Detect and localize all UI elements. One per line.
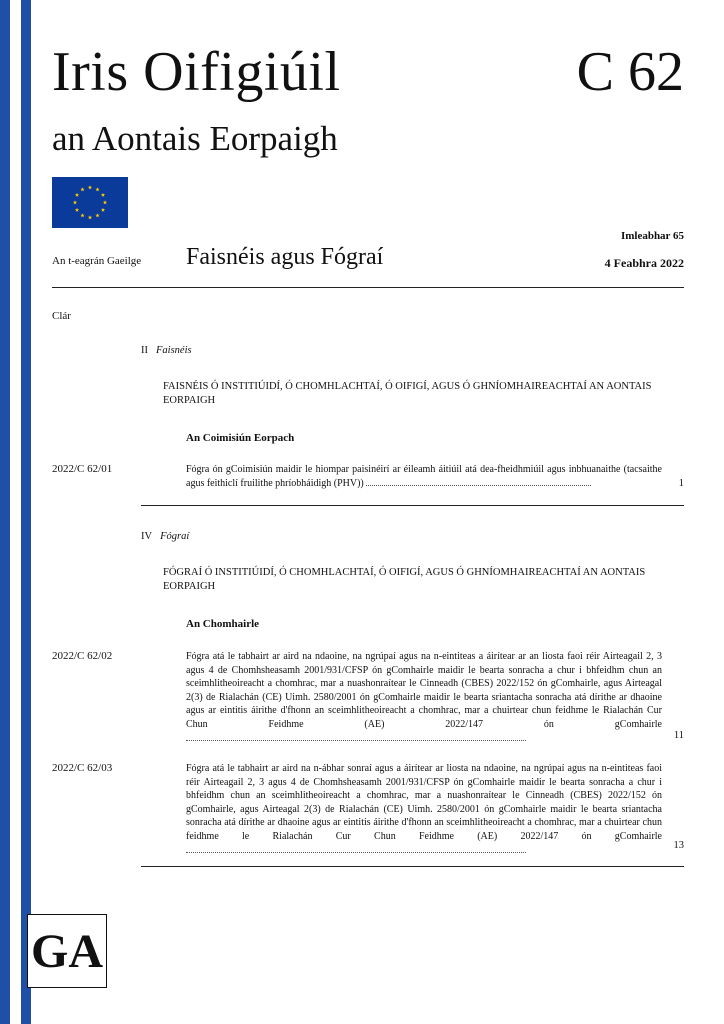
entry-leader-dots — [186, 740, 526, 741]
issue-number: C 62 — [576, 41, 684, 103]
entry-ref: 2022/C 62/03 — [52, 762, 113, 774]
star-icon — [75, 193, 79, 197]
edition-label: An t-eagrán Gaeilge — [52, 255, 142, 267]
left-stripe-inner — [21, 0, 31, 1024]
star-icon — [73, 200, 77, 204]
entry-leader-dots — [186, 852, 526, 853]
entry-text[interactable] — [186, 650, 662, 745]
part-iv-divider — [141, 866, 684, 867]
star-icon — [80, 213, 84, 217]
entry-page[interactable]: 13 — [673, 840, 684, 851]
entry-leader-dots — [366, 485, 591, 486]
entry-page[interactable]: 1 — [678, 478, 684, 489]
part-ii-numeral: II — [141, 345, 148, 356]
part-ii-divider — [141, 505, 684, 506]
part-ii-title: Faisnéis — [156, 345, 192, 356]
entry-ref: 2022/C 62/02 — [52, 650, 113, 662]
journal-title: Iris Oifigiúil — [52, 41, 341, 103]
language-badge: GA — [27, 914, 107, 988]
star-icon — [101, 208, 105, 212]
entry-title: Fógra atá le tabhairt ar aird na ndaoine, na ngrúpaí agus na n-eintiteas a áirítear ar an liosta faoi réir Airteagail 2, 3 agus 4 de Chomhsheasamh 2001/931/CFSP ón gComhairle maidir le bearta sonracha a chur i bhfeidhm chun an sceimhlitheoireacht a chomhrac, mar a nuashonraítear le Cinneadh (CBES) 2022/152 ón gComhairle, agus Airteagal 2(3) de Rialachán (CE) Uimh. 2580/2001 ón gComhairle maidir le bearta sriantacha sonracha atá dírithe ar dhaoine agus ar eintitis áirithe d'fhonn an sceimhlitheoireacht a chomhrac, mar a chuirtear chun feidhme le Rialachán Cur Chun Feidhme (AE) 2022/147 ón gComhairle — [186, 651, 662, 730]
part-iv-numeral: IV — [141, 531, 153, 542]
part-iv-heading: FÓGRAÍ Ó INSTITIÚIDÍ, Ó CHOMHLACHTAÍ, Ó OIFIGÍ, AGUS Ó GHNÍOMHAIREACHTAÍ AN AONTAIS EORPAIGH — [163, 567, 646, 592]
star-icon — [75, 208, 79, 212]
journal-subtitle: an Aontais Eorpaigh — [52, 119, 338, 158]
part-iv-title: Fógraí — [160, 531, 190, 542]
left-stripe-outer — [0, 0, 10, 1024]
section-title: Faisnéis agus Fógraí — [186, 244, 384, 270]
entry-title: Fógra ón gCoimisiún maidir le hiompar paisinéirí ar éileamh áitiúil atá dea-fheidhmiúil agus inbhuanaithe (tacsaithe agus feithiclí fruilithe phríobháidigh (PHV)) — [186, 464, 662, 489]
part-iv-label — [141, 531, 189, 542]
part-ii-label — [141, 345, 192, 356]
star-icon — [103, 200, 107, 204]
entry-ref: 2022/C 62/01 — [52, 463, 113, 475]
part-ii-body: An Coimisiún Eorpach — [186, 432, 295, 444]
star-icon — [95, 213, 99, 217]
issue-date: 4 Feabhra 2022 — [604, 256, 684, 270]
part-iv-body: An Chomhairle — [186, 618, 260, 630]
star-icon — [101, 193, 105, 197]
star-icon — [88, 185, 92, 189]
entry-title: Fógra atá le tabhairt ar aird na n-ábhar sonraí agus a áirítear ar liosta na ndaoine, na ngrúpaí agus na n-eintiteas faoi réir Airteagail 2, 3 agus 4 de Chomhsheasamh 2001/931/CFSP ón gComhairle maidir le bearta sonracha a chur i bhfeidhm chun an sceimhlitheoireacht a chomhrac, mar a nuashonraítear le Cinneadh (CBES) 2022/152 ón gComhairle, agus Airteagal 2(3) de Rialachán (CE) Uimh. 2580/2001 ón gComhairle maidir le bearta sriantacha sonracha atá dírithe ar dhaoine agus ar eintitis áirithe d'fhonn an sceimhlitheoireacht a chomhrac, mar a chuirtear chun feidhme le Rialachán Cur Chun Feidhme (AE) 2022/147 ón gComhairle — [186, 763, 662, 842]
entry-page[interactable]: 11 — [673, 730, 684, 741]
contents-label: Clár — [52, 310, 71, 322]
star-icon — [95, 187, 99, 191]
star-icon — [80, 187, 84, 191]
part-ii-heading: FAISNÉIS Ó INSTITIÚIDÍ, Ó CHOMHLACHTAÍ, Ó OIFIGÍ, AGUS Ó GHNÍOMHAIREACHTAÍ AN AONTAIS EORPAIGH — [163, 381, 652, 406]
volume-label: Imleabhar 65 — [620, 230, 684, 242]
eu-flag-icon — [52, 177, 128, 228]
entry-text[interactable] — [186, 762, 662, 857]
entry-text[interactable] — [186, 463, 662, 490]
eu-flag-stars — [52, 177, 128, 228]
star-icon — [88, 215, 92, 219]
header-divider — [52, 287, 684, 288]
